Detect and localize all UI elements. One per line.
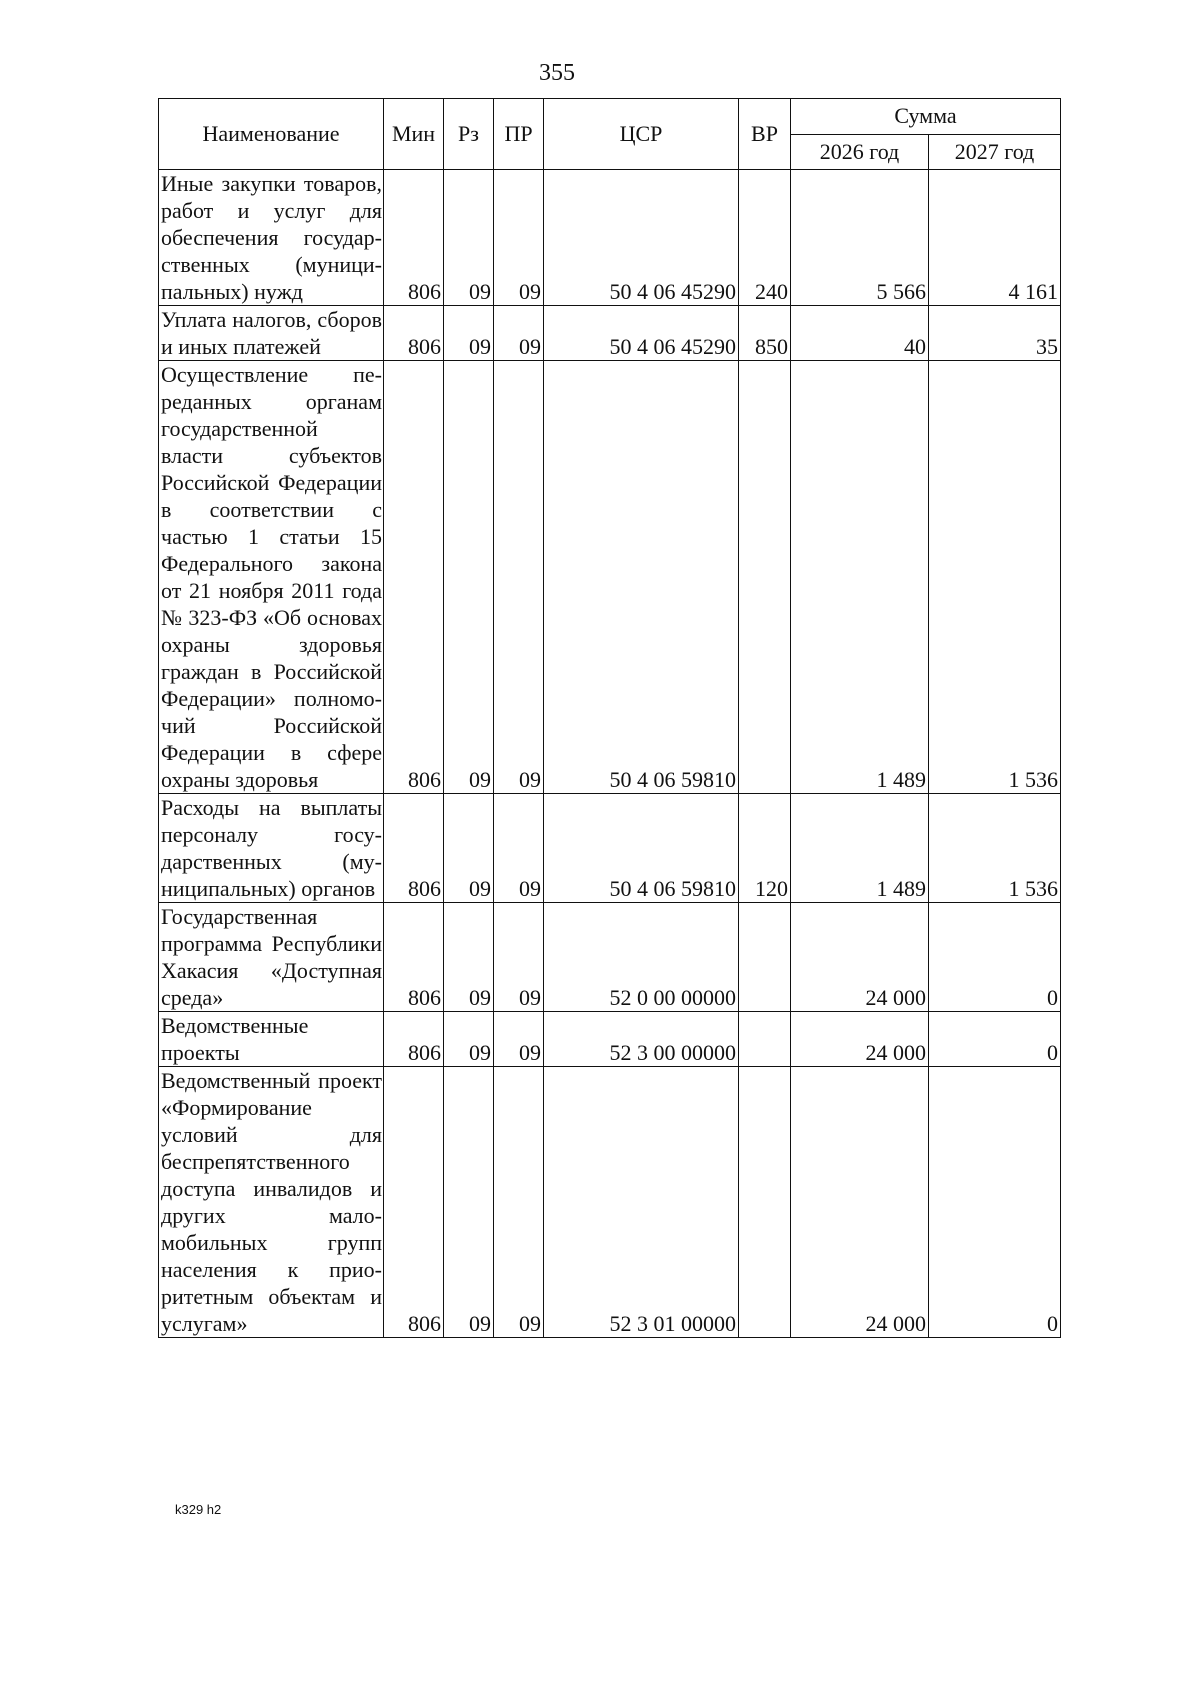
row-vr: 850 — [739, 306, 791, 361]
row-rz: 09 — [444, 1067, 494, 1338]
row-csr: 52 3 00 00000 — [544, 1012, 739, 1067]
row-csr: 50 4 06 45290 — [544, 306, 739, 361]
row-vr: 120 — [739, 794, 791, 903]
row-sum-2027: 0 — [929, 903, 1061, 1012]
budget-table — [158, 98, 1061, 1338]
row-rz: 09 — [444, 361, 494, 794]
row-sum-2026: 1 489 — [791, 361, 929, 794]
page-number: 355 — [539, 60, 575, 86]
row-csr: 50 4 06 45290 — [544, 170, 739, 306]
row-sum-2026: 24 000 — [791, 903, 929, 1012]
table-row — [159, 794, 1061, 903]
row-rz: 09 — [444, 1012, 494, 1067]
table-row — [159, 361, 1061, 794]
header-csr: ЦСР — [544, 99, 739, 170]
header-pr: ПР — [494, 99, 544, 170]
row-vr — [739, 1012, 791, 1067]
header-year-2027: 2027 год — [929, 134, 1061, 170]
row-min: 806 — [384, 1012, 444, 1067]
row-rz: 09 — [444, 903, 494, 1012]
row-rz: 09 — [444, 170, 494, 306]
row-csr: 52 3 01 00000 — [544, 1067, 739, 1338]
row-sum-2027: 4 161 — [929, 170, 1061, 306]
row-name: Расходы на выплаты персоналу государственных (муниципальных) органов — [159, 794, 384, 903]
row-pr: 09 — [494, 170, 544, 306]
table-row — [159, 1067, 1061, 1338]
table-row — [159, 1012, 1061, 1067]
footer-code: k329 h2 — [175, 1502, 222, 1517]
row-rz: 09 — [444, 794, 494, 903]
row-rz: 09 — [444, 306, 494, 361]
row-csr: 52 0 00 00000 — [544, 903, 739, 1012]
row-vr — [739, 903, 791, 1012]
row-name: Уплата налогов, сборов и иных платежей — [159, 306, 384, 361]
row-csr: 50 4 06 59810 — [544, 794, 739, 903]
row-name: Ведомственный проект «Формирование условий для беспрепятственного доступа инвалидов и других маломобильных групп населения к приоритетным объектам и услугам» — [159, 1067, 384, 1338]
row-pr: 09 — [494, 903, 544, 1012]
row-name: Осуществление переданных органам государственной власти субъектов Российской Федерации в соответствии с частью 1 статьи 15 Федерального закона от 21 ноября 2011 года № 323-ФЗ «Об основах охраны здоровья граждан в Российской Федерации» полномочий Российской Федерации в сфере охраны здоровья — [159, 361, 384, 794]
row-vr — [739, 1067, 791, 1338]
row-csr: 50 4 06 59810 — [544, 361, 739, 794]
row-min: 806 — [384, 1067, 444, 1338]
header-sum: Сумма — [791, 99, 1061, 135]
table-body — [159, 170, 1061, 1338]
header-name: Наименование — [159, 99, 384, 170]
row-min: 806 — [384, 903, 444, 1012]
row-sum-2026: 24 000 — [791, 1012, 929, 1067]
row-pr: 09 — [494, 1012, 544, 1067]
row-sum-2027: 0 — [929, 1012, 1061, 1067]
header-vr: ВР — [739, 99, 791, 170]
row-min: 806 — [384, 361, 444, 794]
row-sum-2027: 0 — [929, 1067, 1061, 1338]
row-name: Иные закупки товаров, работ и услуг для обеспечения государственных (муниципальных) нужд — [159, 170, 384, 306]
table-row — [159, 170, 1061, 306]
row-pr: 09 — [494, 306, 544, 361]
row-pr: 09 — [494, 794, 544, 903]
row-sum-2026: 40 — [791, 306, 929, 361]
row-vr — [739, 361, 791, 794]
row-min: 806 — [384, 306, 444, 361]
row-sum-2027: 1 536 — [929, 361, 1061, 794]
row-min: 806 — [384, 794, 444, 903]
row-sum-2026: 1 489 — [791, 794, 929, 903]
row-pr: 09 — [494, 1067, 544, 1338]
header-min: Мин — [384, 99, 444, 170]
row-pr: 09 — [494, 361, 544, 794]
table-header — [159, 99, 1061, 170]
row-sum-2026: 24 000 — [791, 1067, 929, 1338]
row-sum-2027: 35 — [929, 306, 1061, 361]
row-sum-2026: 5 566 — [791, 170, 929, 306]
row-sum-2027: 1 536 — [929, 794, 1061, 903]
header-year-2026: 2026 год — [791, 134, 929, 170]
row-vr: 240 — [739, 170, 791, 306]
table-row — [159, 903, 1061, 1012]
row-min: 806 — [384, 170, 444, 306]
table-row — [159, 306, 1061, 361]
row-name: Ведомственные проекты — [159, 1012, 384, 1067]
header-rz: Рз — [444, 99, 494, 170]
row-name: Государственная программа Республики Хакасия «Доступная среда» — [159, 903, 384, 1012]
